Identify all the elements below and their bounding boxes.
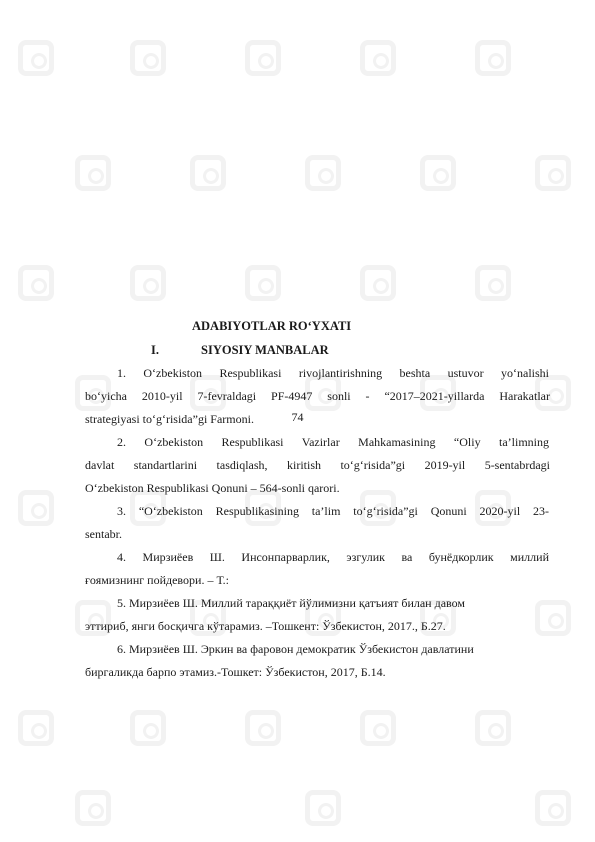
- watermark-icon: [475, 40, 511, 76]
- watermark-icon: [535, 155, 571, 191]
- watermark-icon: [245, 265, 281, 301]
- watermark-icon: [475, 710, 511, 746]
- watermark-icon: [190, 155, 226, 191]
- reference-line: 1. O‘zbekiston Respublikasi rivojlantirishning beshta ustuvor yo‘nalishi: [117, 366, 549, 380]
- watermark-icon: [18, 40, 54, 76]
- reference-line: 4. Мирзиёев Ш. Инсонпарварлик, эзгулик ва бунёдкорлик миллий: [117, 550, 549, 564]
- watermark-icon: [130, 710, 166, 746]
- reference-line: bo‘yicha 2010-yil 7-fevraldagi PF-4947 sonli - “2017–2021-yillarda Harakatlar: [85, 389, 550, 403]
- section-title: SIYOSIY MANBALAR: [201, 343, 329, 357]
- watermark-icon: [18, 265, 54, 301]
- reference-line: биргаликда барпо этамиз.-Тошкет: Ўзбекистон, 2017, Б.14.: [85, 665, 386, 679]
- watermark-icon: [360, 265, 396, 301]
- watermark-icon: [245, 710, 281, 746]
- watermark-icon: [535, 790, 571, 826]
- reference-line: strategiyasi to‘g‘risida”gi Farmoni.: [85, 412, 254, 426]
- watermark-icon: [475, 265, 511, 301]
- watermark-icon: [130, 40, 166, 76]
- watermark-icon: [18, 490, 54, 526]
- reference-line: 5. Мирзиёев Ш. Миллий тараққиёт йўлимизни қатъият билан давом: [117, 596, 465, 610]
- reference-line: O‘zbekiston Respublikasi Qonuni – 564-sonli qarori.: [85, 481, 340, 495]
- watermark-icon: [75, 790, 111, 826]
- page-title: ADABIYOTLAR RO‘YXATI: [192, 319, 352, 333]
- reference-line: sentabr.: [85, 527, 122, 541]
- reference-line: ғоямизнинг пойдевори. – Т.:: [85, 573, 229, 587]
- reference-line: 2. O‘zbekiston Respublikasi Vazirlar Mahkamasining “Oliy ta’limning: [117, 435, 549, 449]
- reference-line: эттириб, янги босқичга кўтарамиз. –Тошкент: Ўзбекистон, 2017., Б.27.: [85, 619, 446, 633]
- watermark-icon: [305, 790, 341, 826]
- watermark-icon: [130, 265, 166, 301]
- page-number: 74: [291, 410, 304, 424]
- watermark-icon: [360, 710, 396, 746]
- watermark-icon: [75, 155, 111, 191]
- reference-line: 3. “O‘zbekiston Respublikasining ta’lim to‘g‘risida”gi Qonuni 2020-yil 23-: [117, 504, 549, 518]
- watermark-icon: [245, 40, 281, 76]
- watermark-icon: [360, 40, 396, 76]
- section-number: I.: [151, 343, 159, 357]
- watermark-icon: [18, 710, 54, 746]
- watermark-icon: [305, 155, 341, 191]
- reference-line: 6. Мирзиёев Ш. Эркин ва фаровон демократик Ўзбекистон давлатини: [117, 642, 474, 656]
- reference-line: davlat standartlarini tasdiqlash, kiritish to‘g‘risida”gi 2019-yil 5-sentabrdagi: [85, 458, 550, 472]
- watermark-icon: [420, 155, 456, 191]
